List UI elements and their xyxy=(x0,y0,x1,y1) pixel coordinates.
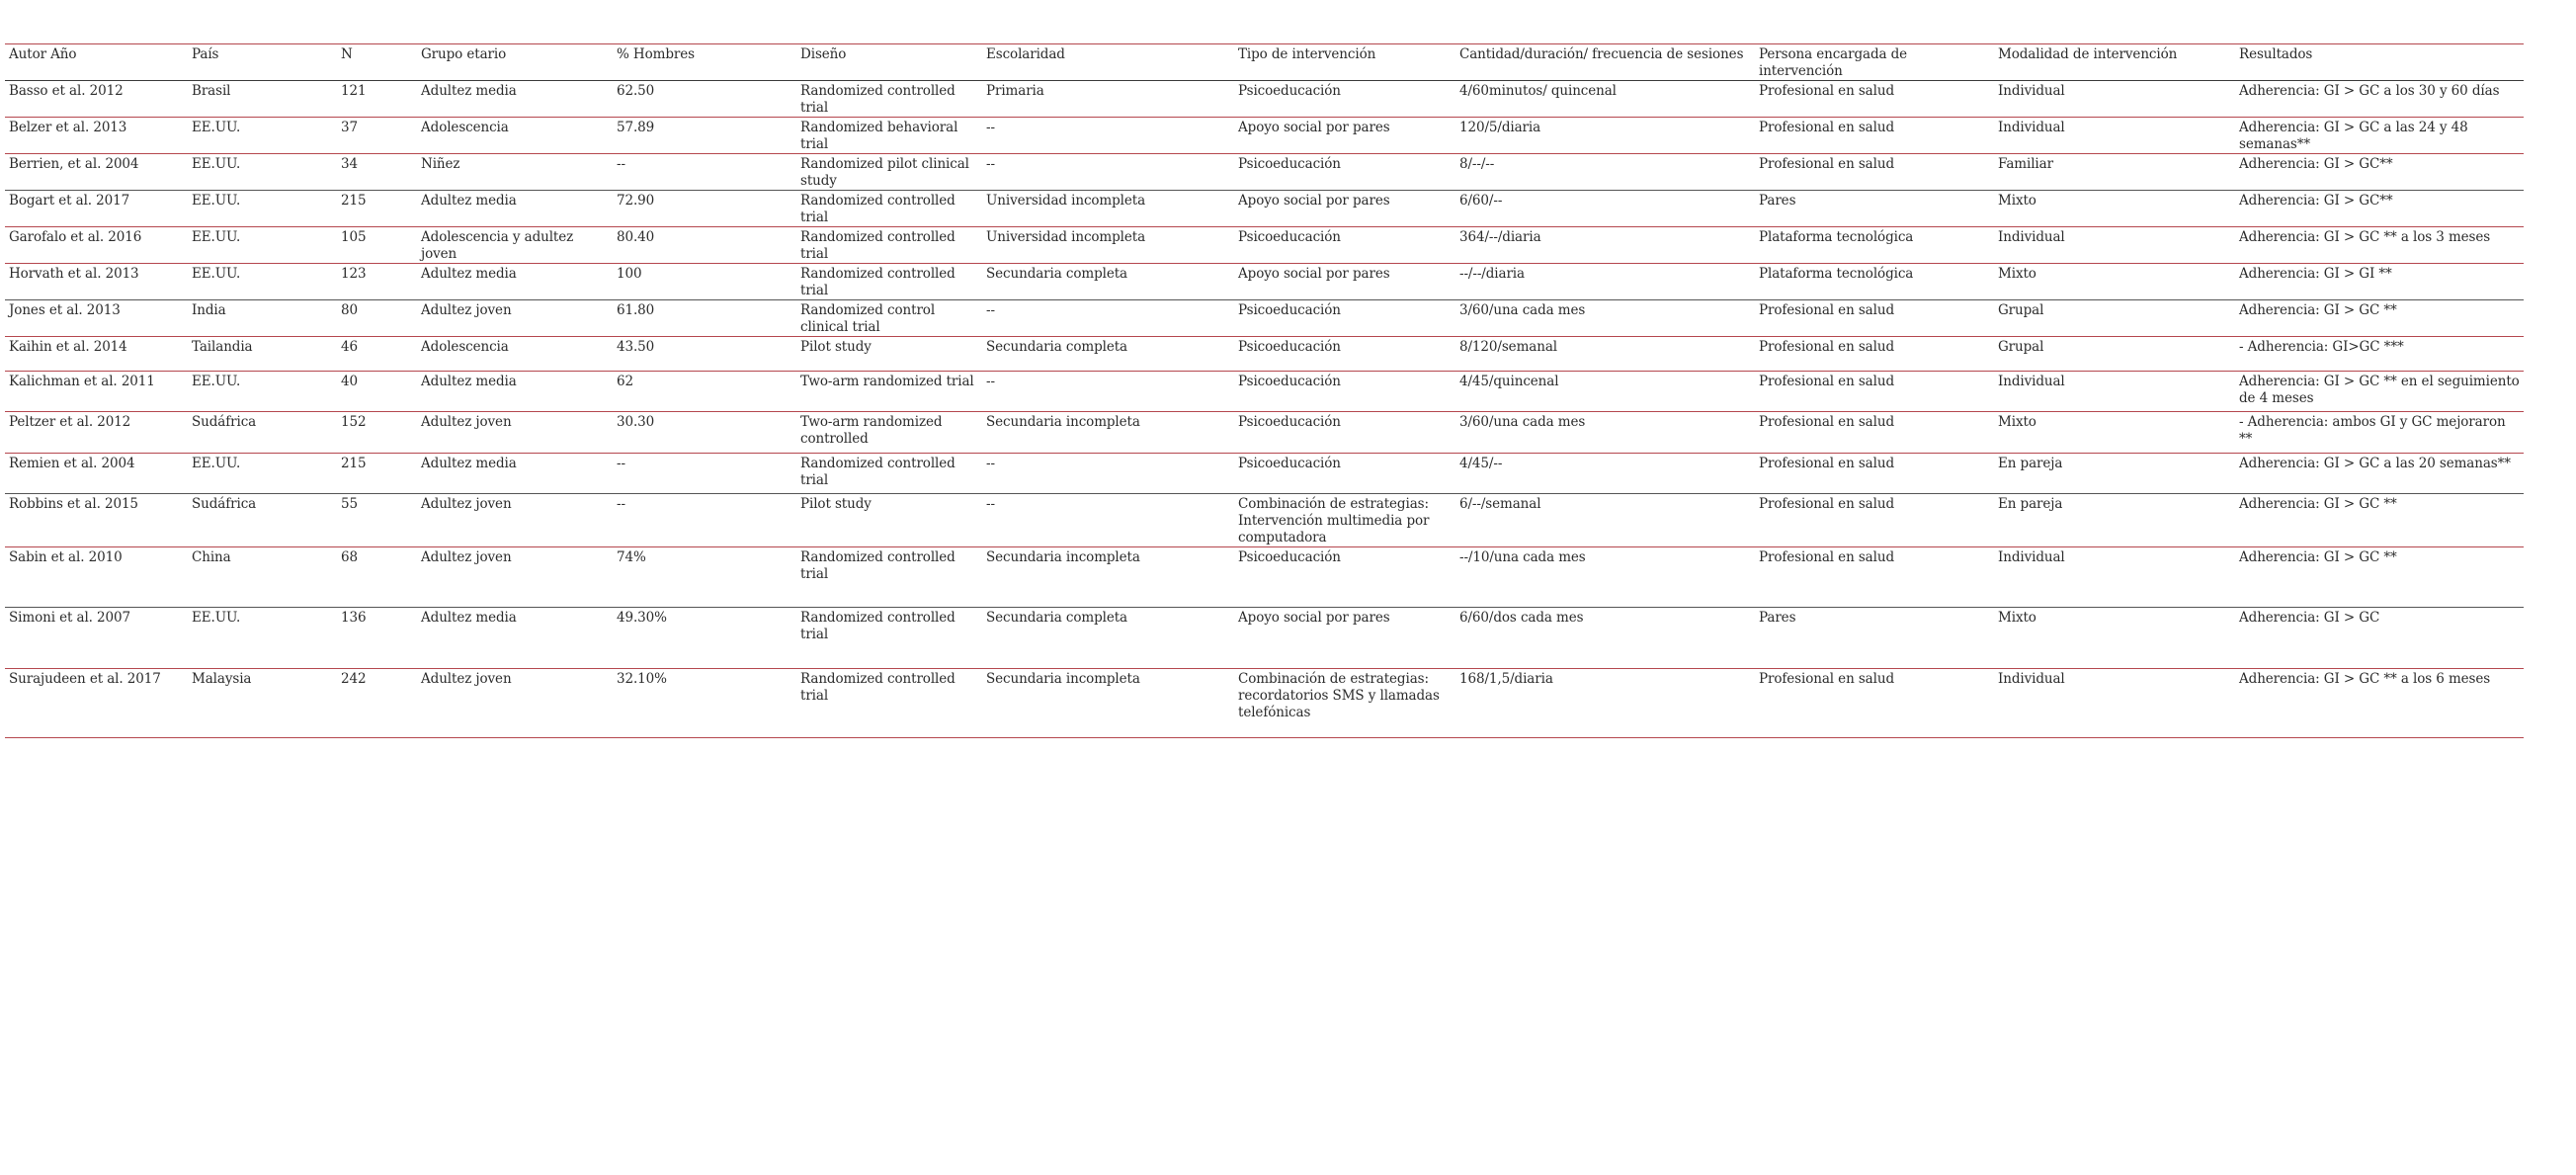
cell-modalidad: Mixto xyxy=(1994,608,2235,669)
cell-n: 40 xyxy=(337,372,417,412)
cell-pais: Sudáfrica xyxy=(188,494,337,547)
header-n: N xyxy=(337,44,417,81)
cell-pais: EE.UU. xyxy=(188,264,337,300)
cell-resultados: Adherencia: GI > GC** xyxy=(2235,191,2524,227)
cell-resultados: Adherencia: GI > GC ** a los 6 meses xyxy=(2235,669,2524,738)
cell-n: 215 xyxy=(337,191,417,227)
table-body xyxy=(5,81,2524,738)
cell-resultados: - Adherencia: GI>GC *** xyxy=(2235,337,2524,372)
cell-pais: India xyxy=(188,300,337,337)
cell-sesiones: --/10/una cada mes xyxy=(1455,547,1755,608)
study-characteristics-table xyxy=(5,43,2524,738)
cell-diseno: Randomized controlled trial xyxy=(796,227,982,264)
cell-autor: Bogart et al. 2017 xyxy=(5,191,188,227)
cell-grupo-etario: Adultez media xyxy=(417,81,613,118)
cell-persona-encargada: Plataforma tecnológica xyxy=(1755,227,1994,264)
cell-modalidad: Mixto xyxy=(1994,264,2235,300)
cell-autor: Garofalo et al. 2016 xyxy=(5,227,188,264)
cell-escolaridad: Secundaria incompleta xyxy=(982,669,1234,738)
cell-tipo-intervencion: Psicoeducación xyxy=(1234,227,1455,264)
cell-tipo-intervencion: Combinación de estrategias: Intervención multimedia por computadora xyxy=(1234,494,1455,547)
cell-persona-encargada: Pares xyxy=(1755,608,1994,669)
cell-hombres: 32.10% xyxy=(613,669,796,738)
cell-hombres: 43.50 xyxy=(613,337,796,372)
header-modalidad: Modalidad de intervención xyxy=(1994,44,2235,81)
cell-grupo-etario: Adolescencia xyxy=(417,337,613,372)
cell-diseno: Randomized controlled trial xyxy=(796,608,982,669)
cell-sesiones: 6/60/-- xyxy=(1455,191,1755,227)
cell-escolaridad: Secundaria completa xyxy=(982,608,1234,669)
cell-sesiones: 3/60/una cada mes xyxy=(1455,300,1755,337)
cell-hombres: 62.50 xyxy=(613,81,796,118)
cell-pais: EE.UU. xyxy=(188,227,337,264)
cell-n: 105 xyxy=(337,227,417,264)
cell-diseno: Randomized controlled trial xyxy=(796,81,982,118)
cell-hombres: 57.89 xyxy=(613,118,796,154)
table-header-row xyxy=(5,44,2524,81)
cell-resultados: Adherencia: GI > GC ** a los 3 meses xyxy=(2235,227,2524,264)
cell-grupo-etario: Adultez joven xyxy=(417,412,613,454)
cell-diseno: Two-arm randomized trial xyxy=(796,372,982,412)
cell-sesiones: --/--/diaria xyxy=(1455,264,1755,300)
cell-resultados: Adherencia: GI > GC ** en el seguimiento de 4 meses xyxy=(2235,372,2524,412)
cell-n: 136 xyxy=(337,608,417,669)
table-row xyxy=(5,608,2524,669)
cell-autor: Basso et al. 2012 xyxy=(5,81,188,118)
cell-sesiones: 8/120/semanal xyxy=(1455,337,1755,372)
cell-hombres: 80.40 xyxy=(613,227,796,264)
cell-resultados: Adherencia: GI > GC xyxy=(2235,608,2524,669)
cell-escolaridad: Universidad incompleta xyxy=(982,191,1234,227)
cell-resultados: Adherencia: GI > GC ** xyxy=(2235,547,2524,608)
header-grupo-etario: Grupo etario xyxy=(417,44,613,81)
cell-escolaridad: Secundaria incompleta xyxy=(982,412,1234,454)
cell-grupo-etario: Adultez joven xyxy=(417,300,613,337)
cell-hombres: 100 xyxy=(613,264,796,300)
table-row xyxy=(5,227,2524,264)
cell-diseno: Randomized controlled trial xyxy=(796,547,982,608)
cell-hombres: 74% xyxy=(613,547,796,608)
table-row xyxy=(5,547,2524,608)
cell-autor: Surajudeen et al. 2017 xyxy=(5,669,188,738)
header-pais: País xyxy=(188,44,337,81)
cell-grupo-etario: Adolescencia xyxy=(417,118,613,154)
cell-sesiones: 4/60minutos/ quincenal xyxy=(1455,81,1755,118)
cell-persona-encargada: Pares xyxy=(1755,191,1994,227)
cell-pais: Brasil xyxy=(188,81,337,118)
cell-pais: EE.UU. xyxy=(188,608,337,669)
cell-tipo-intervencion: Psicoeducación xyxy=(1234,547,1455,608)
cell-n: 34 xyxy=(337,154,417,191)
cell-persona-encargada: Profesional en salud xyxy=(1755,494,1994,547)
cell-sesiones: 364/--/diaria xyxy=(1455,227,1755,264)
cell-diseno: Pilot study xyxy=(796,494,982,547)
cell-hombres: 72.90 xyxy=(613,191,796,227)
cell-resultados: Adherencia: GI > GC** xyxy=(2235,154,2524,191)
cell-sesiones: 168/1,5/diaria xyxy=(1455,669,1755,738)
cell-persona-encargada: Profesional en salud xyxy=(1755,81,1994,118)
cell-modalidad: Individual xyxy=(1994,669,2235,738)
cell-sesiones: 8/--/-- xyxy=(1455,154,1755,191)
cell-grupo-etario: Adultez joven xyxy=(417,494,613,547)
cell-pais: Malaysia xyxy=(188,669,337,738)
cell-resultados: Adherencia: GI > GC ** xyxy=(2235,300,2524,337)
table-row xyxy=(5,154,2524,191)
table-row xyxy=(5,454,2524,494)
header-hombres: % Hombres xyxy=(613,44,796,81)
table-row xyxy=(5,337,2524,372)
cell-n: 215 xyxy=(337,454,417,494)
cell-modalidad: Individual xyxy=(1994,372,2235,412)
cell-grupo-etario: Adultez media xyxy=(417,608,613,669)
cell-resultados: Adherencia: GI > GI ** xyxy=(2235,264,2524,300)
cell-escolaridad: -- xyxy=(982,454,1234,494)
cell-resultados: - Adherencia: ambos GI y GC mejoraron ** xyxy=(2235,412,2524,454)
cell-persona-encargada: Profesional en salud xyxy=(1755,454,1994,494)
cell-escolaridad: -- xyxy=(982,372,1234,412)
cell-n: 121 xyxy=(337,81,417,118)
cell-escolaridad: Primaria xyxy=(982,81,1234,118)
table-row xyxy=(5,300,2524,337)
cell-sesiones: 120/5/diaria xyxy=(1455,118,1755,154)
cell-n: 68 xyxy=(337,547,417,608)
header-diseno: Diseño xyxy=(796,44,982,81)
cell-n: 80 xyxy=(337,300,417,337)
cell-hombres: -- xyxy=(613,154,796,191)
table-row xyxy=(5,191,2524,227)
header-tipo-intervencion: Tipo de intervención xyxy=(1234,44,1455,81)
cell-escolaridad: Secundaria completa xyxy=(982,337,1234,372)
cell-persona-encargada: Profesional en salud xyxy=(1755,118,1994,154)
cell-diseno: Two-arm randomized controlled xyxy=(796,412,982,454)
cell-hombres: 61.80 xyxy=(613,300,796,337)
cell-diseno: Randomized control clinical trial xyxy=(796,300,982,337)
cell-tipo-intervencion: Apoyo social por pares xyxy=(1234,118,1455,154)
cell-pais: Sudáfrica xyxy=(188,412,337,454)
cell-pais: EE.UU. xyxy=(188,118,337,154)
cell-autor: Robbins et al. 2015 xyxy=(5,494,188,547)
cell-sesiones: 6/--/semanal xyxy=(1455,494,1755,547)
cell-escolaridad: -- xyxy=(982,300,1234,337)
cell-escolaridad: Secundaria completa xyxy=(982,264,1234,300)
cell-grupo-etario: Adultez joven xyxy=(417,669,613,738)
cell-modalidad: Grupal xyxy=(1994,337,2235,372)
cell-persona-encargada: Plataforma tecnológica xyxy=(1755,264,1994,300)
cell-pais: EE.UU. xyxy=(188,154,337,191)
cell-persona-encargada: Profesional en salud xyxy=(1755,154,1994,191)
cell-modalidad: En pareja xyxy=(1994,494,2235,547)
cell-autor: Remien et al. 2004 xyxy=(5,454,188,494)
cell-modalidad: Mixto xyxy=(1994,412,2235,454)
cell-modalidad: Mixto xyxy=(1994,191,2235,227)
table-row xyxy=(5,264,2524,300)
cell-persona-encargada: Profesional en salud xyxy=(1755,669,1994,738)
cell-tipo-intervencion: Psicoeducación xyxy=(1234,337,1455,372)
cell-autor: Simoni et al. 2007 xyxy=(5,608,188,669)
table-row xyxy=(5,372,2524,412)
cell-n: 46 xyxy=(337,337,417,372)
cell-tipo-intervencion: Apoyo social por pares xyxy=(1234,608,1455,669)
table-row xyxy=(5,669,2524,738)
cell-modalidad: Individual xyxy=(1994,227,2235,264)
cell-autor: Peltzer et al. 2012 xyxy=(5,412,188,454)
cell-tipo-intervencion: Psicoeducación xyxy=(1234,454,1455,494)
cell-autor: Jones et al. 2013 xyxy=(5,300,188,337)
cell-n: 152 xyxy=(337,412,417,454)
cell-autor: Horvath et al. 2013 xyxy=(5,264,188,300)
cell-autor: Sabin et al. 2010 xyxy=(5,547,188,608)
header-autor: Autor Año xyxy=(5,44,188,81)
cell-modalidad: Familiar xyxy=(1994,154,2235,191)
cell-autor: Kalichman et al. 2011 xyxy=(5,372,188,412)
cell-autor: Berrien, et al. 2004 xyxy=(5,154,188,191)
cell-autor: Belzer et al. 2013 xyxy=(5,118,188,154)
cell-tipo-intervencion: Psicoeducación xyxy=(1234,81,1455,118)
cell-sesiones: 4/45/-- xyxy=(1455,454,1755,494)
cell-sesiones: 3/60/una cada mes xyxy=(1455,412,1755,454)
cell-autor: Kaihin et al. 2014 xyxy=(5,337,188,372)
cell-escolaridad: Universidad incompleta xyxy=(982,227,1234,264)
cell-tipo-intervencion: Psicoeducación xyxy=(1234,412,1455,454)
cell-resultados: Adherencia: GI > GC a las 20 semanas** xyxy=(2235,454,2524,494)
cell-grupo-etario: Adultez media xyxy=(417,372,613,412)
cell-pais: Tailandia xyxy=(188,337,337,372)
table-row xyxy=(5,412,2524,454)
cell-tipo-intervencion: Combinación de estrategias: recordatorios SMS y llamadas telefónicas xyxy=(1234,669,1455,738)
table-row xyxy=(5,494,2524,547)
cell-persona-encargada: Profesional en salud xyxy=(1755,337,1994,372)
header-escolaridad: Escolaridad xyxy=(982,44,1234,81)
cell-sesiones: 6/60/dos cada mes xyxy=(1455,608,1755,669)
cell-modalidad: Individual xyxy=(1994,547,2235,608)
cell-hombres: 30.30 xyxy=(613,412,796,454)
cell-pais: EE.UU. xyxy=(188,191,337,227)
header-persona-encargada: Persona encargada de intervención xyxy=(1755,44,1994,81)
cell-tipo-intervencion: Apoyo social por pares xyxy=(1234,191,1455,227)
cell-diseno: Randomized pilot clinical study xyxy=(796,154,982,191)
cell-sesiones: 4/45/quincenal xyxy=(1455,372,1755,412)
cell-persona-encargada: Profesional en salud xyxy=(1755,300,1994,337)
study-table-container xyxy=(5,43,2524,738)
cell-hombres: -- xyxy=(613,454,796,494)
cell-hombres: 49.30% xyxy=(613,608,796,669)
cell-hombres: -- xyxy=(613,494,796,547)
table-row xyxy=(5,118,2524,154)
cell-n: 37 xyxy=(337,118,417,154)
cell-pais: China xyxy=(188,547,337,608)
header-sesiones: Cantidad/duración/ frecuencia de sesiones xyxy=(1455,44,1755,81)
cell-modalidad: Individual xyxy=(1994,118,2235,154)
cell-modalidad: Grupal xyxy=(1994,300,2235,337)
cell-escolaridad: -- xyxy=(982,118,1234,154)
cell-resultados: Adherencia: GI > GC a los 30 y 60 días xyxy=(2235,81,2524,118)
header-resultados: Resultados xyxy=(2235,44,2524,81)
cell-diseno: Randomized behavioral trial xyxy=(796,118,982,154)
cell-pais: EE.UU. xyxy=(188,372,337,412)
cell-n: 242 xyxy=(337,669,417,738)
cell-diseno: Randomized controlled trial xyxy=(796,454,982,494)
cell-grupo-etario: Adolescencia y adultez joven xyxy=(417,227,613,264)
cell-resultados: Adherencia: GI > GC ** xyxy=(2235,494,2524,547)
cell-escolaridad: -- xyxy=(982,494,1234,547)
cell-pais: EE.UU. xyxy=(188,454,337,494)
cell-tipo-intervencion: Apoyo social por pares xyxy=(1234,264,1455,300)
cell-resultados: Adherencia: GI > GC a las 24 y 48 semanas** xyxy=(2235,118,2524,154)
cell-tipo-intervencion: Psicoeducación xyxy=(1234,154,1455,191)
cell-persona-encargada: Profesional en salud xyxy=(1755,412,1994,454)
cell-escolaridad: -- xyxy=(982,154,1234,191)
cell-modalidad: Individual xyxy=(1994,81,2235,118)
cell-tipo-intervencion: Psicoeducación xyxy=(1234,300,1455,337)
cell-n: 55 xyxy=(337,494,417,547)
cell-modalidad: En pareja xyxy=(1994,454,2235,494)
cell-diseno: Randomized controlled trial xyxy=(796,669,982,738)
cell-persona-encargada: Profesional en salud xyxy=(1755,372,1994,412)
cell-n: 123 xyxy=(337,264,417,300)
cell-grupo-etario: Adultez media xyxy=(417,454,613,494)
table-row xyxy=(5,81,2524,118)
cell-diseno: Randomized controlled trial xyxy=(796,191,982,227)
cell-escolaridad: Secundaria incompleta xyxy=(982,547,1234,608)
cell-diseno: Randomized controlled trial xyxy=(796,264,982,300)
cell-grupo-etario: Adultez joven xyxy=(417,547,613,608)
cell-persona-encargada: Profesional en salud xyxy=(1755,547,1994,608)
cell-hombres: 62 xyxy=(613,372,796,412)
cell-diseno: Pilot study xyxy=(796,337,982,372)
cell-grupo-etario: Adultez media xyxy=(417,264,613,300)
cell-grupo-etario: Adultez media xyxy=(417,191,613,227)
cell-grupo-etario: Niñez xyxy=(417,154,613,191)
cell-tipo-intervencion: Psicoeducación xyxy=(1234,372,1455,412)
